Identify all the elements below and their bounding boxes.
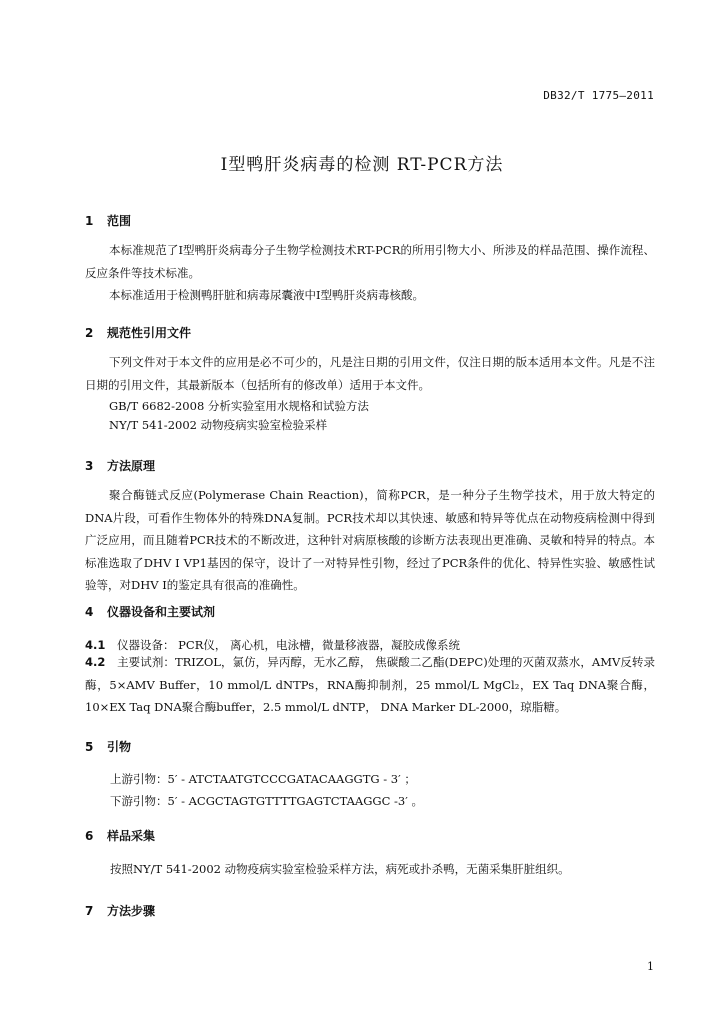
section-3-paragraph: 聚合酶链式反应(Polymerase Chain Reaction)，简称PCR，是一种分子生物学技术，用于放大特定的DNA片段，可看作生物体外的特殊DNA复制。PCR技术却以其快速、敏感和特异等优点在动物疫病检测中得到广泛应用，而且随着PCR技术的不断改进，这种针对病原核酸的诊断方法表现出更准确、灵敏和特异的特点。本标准选取了DHV I VP1基因的保守，设计了一对特异性引物，经过了PCR条件的优化、特异性实验、敏感性试验等，对DHV I的鉴定具有很高的准确性。 <box>85 488 655 592</box>
subsection-4-2 <box>85 651 655 719</box>
section-7-heading <box>85 902 155 919</box>
section-title: 规范性引用文件 <box>107 326 192 340</box>
section-number: 7 <box>85 904 94 918</box>
reference-ny-t-541: NY/T 541-2002 动物疫病实验室检验采样 <box>109 418 328 432</box>
section-title: 引物 <box>107 740 132 754</box>
section-3-heading <box>85 457 155 474</box>
section-5-heading <box>85 738 131 755</box>
section-number: 4 <box>85 605 94 619</box>
reference-gb-t-6682: GB/T 6682-2008 分析实验室用水规格和试验方法 <box>109 399 369 413</box>
section-4-heading <box>85 603 215 620</box>
section-number: 2 <box>85 326 94 340</box>
section-1-paragraph-1: 本标准规范了I型鸭肝炎病毒分子生物学检测技术RT-PCR的所用引物大小、所涉及的样品范围、操作流程、反应条件等技术标准。 <box>85 243 655 280</box>
section-6-paragraph: 按照NY/T 541-2002 动物疫病实验室检验采样方法，病死或扑杀鸭，无菌采集肝脏组织。 <box>110 862 570 876</box>
section-number: 3 <box>85 459 94 473</box>
section-1-paragraph-2: 本标准适用于检测鸭肝脏和病毒尿囊液中I型鸭肝炎病毒核酸。 <box>109 288 425 302</box>
subsection-text: 主要试剂：TRIZOL，氯仿，异丙醇，无水乙醇， 焦碳酸二乙酯(DEPC)处理的灭菌双蒸水，AMV反转录酶，5×AMV Buffer，10 mmol/L dNTPs，RNA酶抑制剂，25 mmol/L MgCl₂，EX Taq DNA聚合酶，10×EX Taq DNA聚合酶buffer，2.5 mmol/L dNTP， DNA Marker DL-2000，琼脂糖。 <box>85 655 656 714</box>
section-1-heading <box>85 212 131 229</box>
section-title: 范围 <box>107 214 132 228</box>
section-number: 6 <box>85 829 94 843</box>
section-title: 方法原理 <box>107 459 156 473</box>
section-title: 仪器设备和主要试剂 <box>107 605 216 619</box>
document-title: I型鸭肝炎病毒的检测 RT-PCR方法 <box>220 155 504 175</box>
section-number: 1 <box>85 214 94 228</box>
subsection-text: 仪器设备： PCR仪， 离心机，电泳槽，微量移液器，凝胶成像系统 <box>117 638 461 652</box>
section-number: 5 <box>85 740 94 754</box>
section-title: 样品采集 <box>107 829 156 843</box>
page-number: 1 <box>647 960 654 973</box>
subsection-number: 4.2 <box>85 655 106 669</box>
downstream-primer: 下游引物：5′ - ACGCTAGTGTTTTGAGTCTAAGGC -3′ 。 <box>110 794 424 808</box>
section-2-heading <box>85 324 191 341</box>
section-title: 方法步骤 <box>107 904 156 918</box>
section-6-heading <box>85 827 155 844</box>
section-2-paragraph: 下列文件对于本文件的应用是必不可少的，凡是注日期的引用文件，仅注日期的版本适用本文件。凡是不注日期的引用文件，其最新版本（包括所有的修改单）适用于本文件。 <box>85 355 655 392</box>
upstream-primer: 上游引物：5′ - ATCTAATGTCCCGATACAAGGTG - 3′ ； <box>110 772 416 786</box>
standard-code: DB32/T 1775—2011 <box>543 89 654 102</box>
subsection-number: 4.1 <box>85 638 106 652</box>
